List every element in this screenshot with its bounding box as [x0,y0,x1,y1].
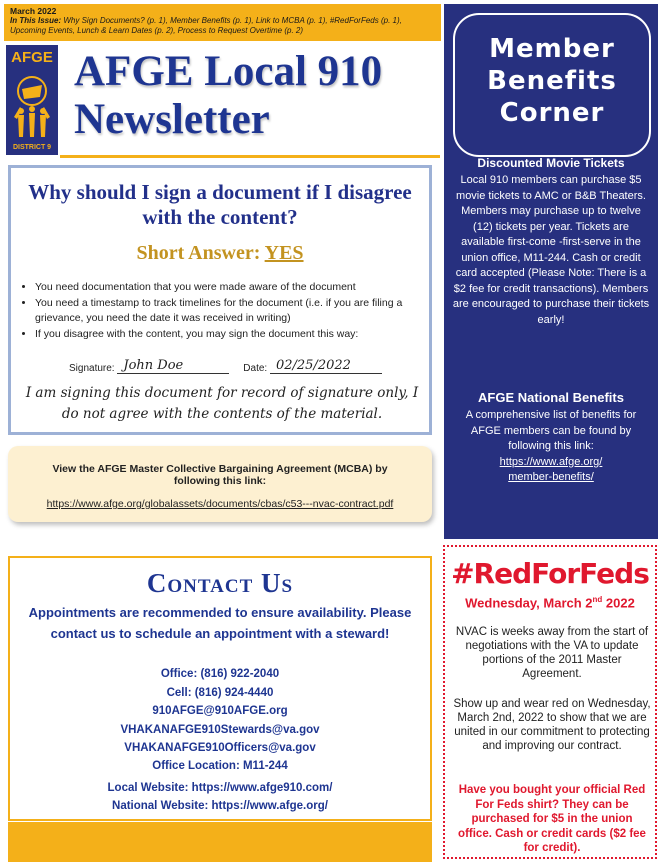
national-benefits-heading: AFGE National Benefits [478,390,624,405]
red-for-feds-title: #RedForFeds [451,557,649,590]
signature-note: I am signing this document for record of signature only, I do not agree with the contents of the material. [25,385,419,422]
short-answer-value: YES [264,242,304,264]
member-benefits-panel [444,4,658,539]
why-bullets [15,280,449,342]
date-value: 02/25/2022 [270,358,382,374]
list-item: • If you disagree with the content, you may sign the document this way: [35,327,449,343]
contact-title: Contact Us [146,568,294,598]
signature-label: Signature: [69,363,115,374]
mcba-link[interactable]: https://www.afge.org/globalassets/documents/cbas/c53---nvac-contract.pdf [46,498,394,510]
contact-email-3[interactable]: VHAKANAFGE910Officers@va.gov [124,742,316,754]
issue-date: March 2022 [10,6,57,16]
movie-tickets-text: Local 910 members can purchase $5 movie tickets to AMC or B&B Theaters. Members may purchase up to twelve (12) tickets per year. Tickets are available first-come -first-serve in the union office, M11-244. Cash or credit card accepted (Please Note: There is a $2 fee for credit transactions). Members are encouraged to purchase their tickets early! [452,174,650,326]
why-sign-box [8,165,432,435]
title-line-2: Newsletter [74,96,270,143]
logo-text: AFGE [11,49,53,66]
movie-tickets-heading: Discounted Movie Tickets [477,156,625,170]
mcba-heading: View the AFGE Master Collective Bargaining Agreement (MCBA) by following this link: [52,463,388,487]
short-answer [11,242,429,265]
red-for-feds-para-2: Show up and wear red on Wednesday, March 2nd, 2022 to show that we are united in our commitment to protecting and improving our contract. [453,698,651,752]
signature-line [69,358,419,374]
national-benefits-body: A comprehensive list of benefits for AFGE members can be found by following this link: [465,409,637,452]
issue-lead: In This Issue: [10,16,62,25]
member-benefits-link[interactable]: https://www.afge.org/ [499,455,603,468]
union-emblem-icon [6,45,58,155]
benefits-title-line: Corner [499,98,605,128]
afge-logo [6,45,58,155]
rff-date-suffix-sup: nd [592,595,603,604]
list-item: • You need documentation that you were made aware of the document [35,280,449,296]
national-benefits-text [452,408,650,486]
rff-date-year: 2022 [602,595,635,611]
issue-items: Why Sign Documents? (p. 1), Member Benefits (p. 1), Link to MCBA (p. 1), #RedForFeds (p. 1), Upcoming Events, Lunch & Learn Dates (p. 2), Process to Request Overtime (p. 2) [10,16,402,35]
date-label: Date: [243,363,268,374]
signature-value: John Doe [117,358,229,374]
title-line-1: AFGE Local 910 [74,48,383,95]
rff-date-main: Wednesday, March 2 [465,595,593,611]
benefits-title-frame [453,13,651,157]
mcba-box [8,446,432,522]
red-for-feds-box [443,545,657,859]
contact-email-2[interactable]: VHAKANAFGE910Stewards@va.gov [120,724,320,736]
bottom-bar [8,822,432,862]
benefits-title [455,33,649,129]
contact-office-phone: Office: (816) 922-2040 [160,668,280,680]
issue-strip [4,4,441,41]
benefits-title-line: Member [489,34,615,64]
title-divider [60,155,440,158]
contact-box [8,556,432,821]
why-question: Why should I sign a document if I disagree with the content? [28,180,412,229]
contact-intro: Appointments are recommended to ensure availability. Please contact us to schedule an appointment with a steward! [28,605,412,641]
benefits-title-line: Benefits [487,66,617,96]
red-for-feds-para-1: NVAC is weeks away from the start of negotiations with the VA to update portions of the 2011 Master Agreement. [455,626,649,680]
contact-location: Office Location: M11-244 [152,760,288,772]
red-for-feds-date [445,595,655,610]
contact-email-1[interactable]: 910AFGE@910AFGE.org [152,705,288,717]
short-answer-label: Short Answer: [136,242,265,264]
contact-cell-phone: Cell: (816) 924-4440 [166,687,274,699]
newsletter-title [74,48,434,144]
logo-district: DISTRICT 9 [12,144,52,151]
red-for-feds-cta: Have you bought your official Red For Feds shirt? They can be purchased for $5 in the union office. Cash or credit cards ($2 fee for credit). [458,784,646,854]
local-website-link[interactable]: Local Website: https://www.afge910.com/ [107,782,333,794]
member-benefits-link-cont[interactable]: member-benefits/ [508,471,594,483]
list-item: • You need a timestamp to track timelines for the document (i.e. if you are filing a grievance, you need the date it was received in writing) [35,296,449,327]
national-website-link[interactable]: National Website: https://www.afge.org/ [112,800,328,812]
